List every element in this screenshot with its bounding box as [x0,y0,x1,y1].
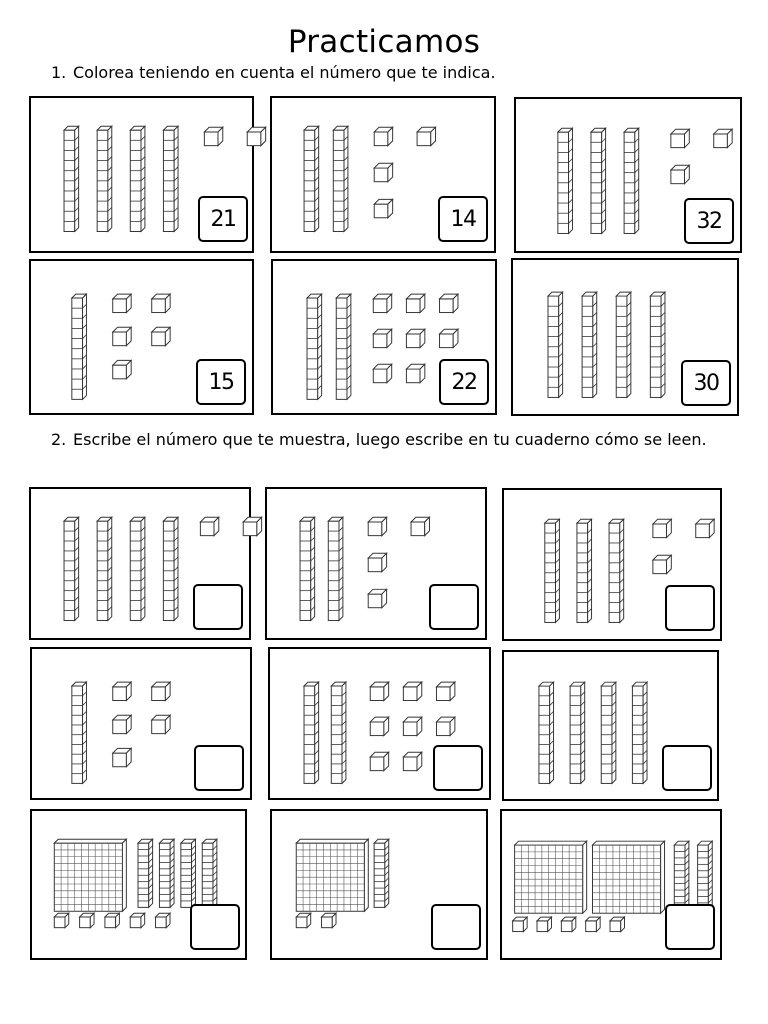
ten-rod [545,519,560,622]
ex2-answer-box-6[interactable] [662,745,712,791]
unit-cube [152,682,170,700]
ten-rod [181,839,196,907]
ten-rod [539,682,554,783]
ex2-answer-box-9[interactable] [665,904,715,950]
ten-rod [570,682,585,783]
ten-rod [138,839,153,907]
unit-cube [370,682,388,700]
ten-rod [333,126,348,231]
unit-cube [406,364,424,382]
ten-rod [609,519,624,622]
ten-rod [307,294,322,399]
ten-rod [548,292,563,397]
ex2-answer-box-1[interactable] [193,584,243,630]
instruction-1-text: Colorea teniendo en cuenta el número que te indica. [73,63,496,82]
ex1-number-box-5: 22 [439,359,489,405]
unit-cube [113,360,131,378]
unit-cube [406,294,424,312]
ex2-answer-box-2[interactable] [429,584,479,630]
ten-rod [130,517,145,620]
unit-cube [113,748,131,766]
unit-cube [653,519,671,537]
ten-rod [97,517,112,620]
ex2-card-4 [30,647,252,800]
unit-cube [243,517,261,535]
unit-cube [403,717,421,735]
ten-rod [698,841,713,909]
unit-cube [537,917,551,931]
ten-rod [582,292,597,397]
ex1-card-3 [514,97,742,253]
unit-cube [113,682,131,700]
unit-cube [368,553,386,571]
ten-rod [336,294,351,399]
ex2-answer-box-3[interactable] [665,585,715,631]
ex1-card-4 [29,259,254,415]
unit-cube [113,715,131,733]
ten-rod [163,517,178,620]
unit-cube [513,917,527,931]
ex1-number-box-3: 32 [684,198,734,244]
ex1-number-box-1: 21 [198,196,248,242]
ten-rod [130,126,145,231]
ten-rod [64,517,79,620]
unit-cube [671,129,689,147]
unit-cube [80,913,94,927]
unit-cube [411,517,429,535]
unit-cube [368,517,386,535]
ten-rod [591,128,606,233]
unit-cube [373,364,391,382]
ex2-card-7 [30,809,247,960]
unit-cube [653,555,671,573]
hundred-flat [515,841,587,913]
unit-cube [403,682,421,700]
ex2-card-2 [265,487,487,640]
ten-rod [624,128,639,233]
ten-rod [674,841,689,909]
unit-cube [368,589,386,607]
unit-cube [696,519,714,537]
unit-cube [156,913,170,927]
unit-cube [152,715,170,733]
ex2-answer-box-8[interactable] [431,904,481,950]
unit-cube [370,752,388,770]
ten-rod [577,519,592,622]
ten-rod [558,128,573,233]
unit-cube [370,717,388,735]
hundred-flat [54,839,126,911]
unit-cube [152,294,170,312]
page-title: Practicamos [287,24,481,60]
instruction-2-text: Escribe el número que te muestra, luego escribe en tu cuaderno cómo se leen. [73,430,707,449]
unit-cube [610,917,624,931]
unit-cube [406,329,424,347]
unit-cube [436,717,454,735]
unit-cube [54,913,68,927]
ex2-card-6 [502,650,719,801]
hundred-flat [593,841,665,913]
ten-rod [304,682,319,783]
unit-cube [403,752,421,770]
ex2-card-8 [270,809,488,960]
ex2-card-9 [500,809,722,960]
ex1-card-5 [271,259,497,415]
ex2-answer-box-7[interactable] [190,904,240,950]
ten-rod [159,839,174,907]
unit-cube [440,329,458,347]
unit-cube [561,917,575,931]
ten-rod [328,517,343,620]
ex1-card-1 [29,96,254,253]
unit-cube [113,294,131,312]
unit-cube [200,517,218,535]
hundred-flat [296,839,368,911]
unit-cube [374,127,392,145]
ten-rod [163,126,178,231]
ex2-answer-box-4[interactable] [194,745,244,791]
ex1-number-box-6: 30 [681,360,731,406]
unit-cube [440,294,458,312]
ex2-card-1 [29,487,251,640]
unit-cube [374,163,392,181]
instruction-2-number: 2. [51,430,67,449]
ten-rod [601,682,616,783]
unit-cube [204,127,222,145]
ten-rod [304,126,319,231]
ex2-card-5 [268,647,491,800]
ten-rod [632,682,647,783]
unit-cube [296,913,310,927]
ten-rod [331,682,346,783]
unit-cube [113,327,131,345]
ex2-answer-box-5[interactable] [433,745,483,791]
ten-rod [97,126,112,231]
ten-rod [374,839,389,907]
instruction-1-number: 1. [51,63,67,82]
ten-rod [300,517,315,620]
ex1-card-2 [270,96,496,253]
unit-cube [373,294,391,312]
unit-cube [130,913,144,927]
ten-rod [72,682,87,783]
unit-cube [671,165,689,183]
unit-cube [374,199,392,217]
unit-cube [105,913,119,927]
ten-rod [64,126,79,231]
ten-rod [202,839,217,907]
unit-cube [586,917,600,931]
unit-cube [152,327,170,345]
ex1-number-box-2: 14 [438,196,488,242]
ex2-card-3 [502,488,722,641]
ten-rod [72,294,87,399]
ex1-card-6 [511,258,739,416]
unit-cube [714,129,732,147]
ten-rod [616,292,631,397]
unit-cube [373,329,391,347]
unit-cube [322,913,336,927]
ten-rod [650,292,665,397]
unit-cube [247,127,265,145]
unit-cube [436,682,454,700]
ex1-number-box-4: 15 [196,359,246,405]
unit-cube [417,127,435,145]
